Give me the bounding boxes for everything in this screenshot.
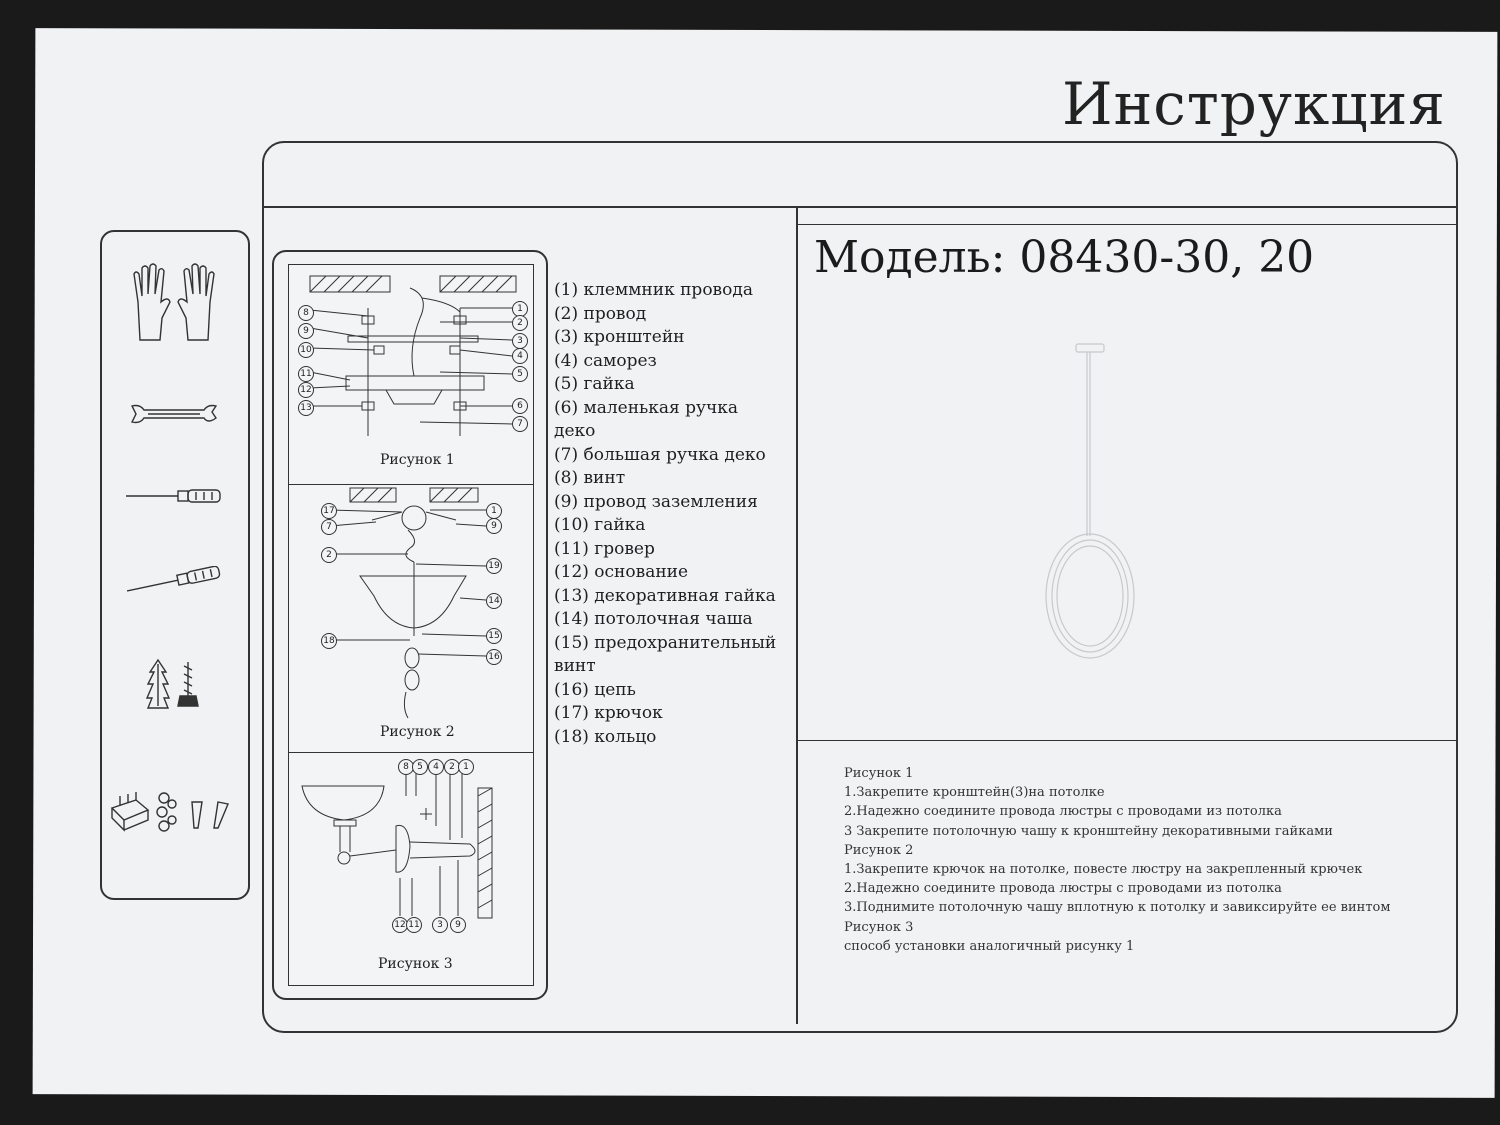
figure-1-diagram xyxy=(290,268,530,448)
step-line: способ установки аналогичный рисунку 1 xyxy=(844,938,1135,954)
parts-list xyxy=(554,279,784,749)
callout-number: 8 xyxy=(398,759,414,775)
callout-number: 9 xyxy=(298,323,314,339)
callout-number: 2 xyxy=(444,759,460,775)
figure-2-caption: Рисунок 2 xyxy=(380,724,455,740)
callout-number: 7 xyxy=(512,416,528,432)
list-item: (1) клеммник провода xyxy=(554,280,753,300)
list-item: (16) цепь xyxy=(554,679,636,700)
terminal-connectors-icon xyxy=(106,788,238,838)
callout-number: 1 xyxy=(458,759,474,775)
model-divider-bottom xyxy=(798,740,1458,741)
list-item: (7) большая ручка деко xyxy=(554,444,766,465)
callout-number: 14 xyxy=(486,593,502,609)
callout-number: 12 xyxy=(392,917,408,933)
callout-number: 16 xyxy=(486,649,502,665)
callout-number: 11 xyxy=(298,366,314,382)
step-line: 3 Закрепите потолочную чашу к кронштейну декоративными гайками xyxy=(844,823,1333,839)
installation-steps xyxy=(844,764,1390,956)
callout-number: 13 xyxy=(298,400,314,416)
page-title: Инструкция xyxy=(1062,70,1446,138)
figure-3-diagram xyxy=(290,756,530,936)
figure-3-caption: Рисунок 3 xyxy=(378,956,453,972)
callout-number: 7 xyxy=(321,519,337,535)
callout-number: 5 xyxy=(412,759,428,775)
callout-number: 3 xyxy=(512,333,528,349)
model-divider-top xyxy=(798,224,1456,225)
frame-divider-horizontal xyxy=(262,206,1458,208)
list-item: (2) провод xyxy=(554,303,647,324)
callout-number: 15 xyxy=(486,628,502,644)
step-line: 3.Поднимите потолочную чашу вплотную к потолку и завиксируйте ее винтом xyxy=(844,900,1391,916)
callout-number: 10 xyxy=(298,342,314,358)
screwdriver-icon xyxy=(124,566,224,596)
list-item: (15) предохранительный винт xyxy=(554,632,777,676)
list-item: (11) гровер xyxy=(554,538,655,559)
callout-number: 18 xyxy=(321,633,337,649)
wrench-icon xyxy=(128,402,220,428)
list-item: (17) крючок xyxy=(554,703,663,723)
callout-number: 4 xyxy=(428,759,444,775)
callout-number: 6 xyxy=(512,398,528,414)
callout-number: 4 xyxy=(512,348,528,364)
callout-number: 9 xyxy=(450,917,466,933)
list-item: (5) гайка xyxy=(554,374,635,394)
step-line: Рисунок 2 xyxy=(844,842,914,858)
list-item: (6) маленькая ручка деко xyxy=(554,397,739,441)
callout-number: 2 xyxy=(512,315,528,331)
callout-number: 9 xyxy=(486,518,502,534)
list-item: (3) кронштейн xyxy=(554,327,685,347)
callout-number: 2 xyxy=(321,547,337,563)
screwdriver-icon xyxy=(124,486,224,506)
callout-number: 5 xyxy=(512,366,528,382)
pendant-lamp-image xyxy=(1030,340,1150,660)
step-line: 2.Надежно соедините провода люстры с проводами из потолка xyxy=(844,881,1282,897)
model-title: Модель: 08430-30, 20 xyxy=(814,232,1315,283)
callout-number: 8 xyxy=(298,305,314,321)
callout-number: 11 xyxy=(406,917,422,933)
screw-anchor-icon xyxy=(144,656,210,712)
step-line: 1.Закрепите крючок на потолке, повесте люстру на закрепленный крючек xyxy=(844,862,1363,878)
list-item: (10) гайка xyxy=(554,515,646,535)
callout-number: 12 xyxy=(298,382,314,398)
gloves-icon xyxy=(128,262,220,342)
callout-number: 17 xyxy=(321,503,337,519)
callout-number: 3 xyxy=(432,917,448,933)
list-item: (4) саморез xyxy=(554,350,657,371)
list-item: (9) провод заземления xyxy=(554,491,758,512)
list-item: (14) потолочная чаша xyxy=(554,609,753,629)
frame-divider-vertical xyxy=(796,206,798,1024)
list-item: (8) винт xyxy=(554,468,626,488)
step-line: Рисунок 3 xyxy=(844,919,914,935)
callout-number: 19 xyxy=(486,558,502,574)
callout-number: 1 xyxy=(512,301,528,317)
step-line: 2.Надежно соедините провода люстры с проводами из потолка xyxy=(844,804,1282,820)
callout-number: 1 xyxy=(486,503,502,519)
list-item: (12) основание xyxy=(554,562,689,582)
list-item: (13) декоративная гайка xyxy=(554,585,776,606)
step-line: 1.Закрепите кронштейн(3)на потолке xyxy=(844,785,1105,801)
step-line: Рисунок 1 xyxy=(844,766,914,781)
figure-1-caption: Рисунок 1 xyxy=(380,452,455,468)
list-item: (18) кольцо xyxy=(554,726,657,747)
